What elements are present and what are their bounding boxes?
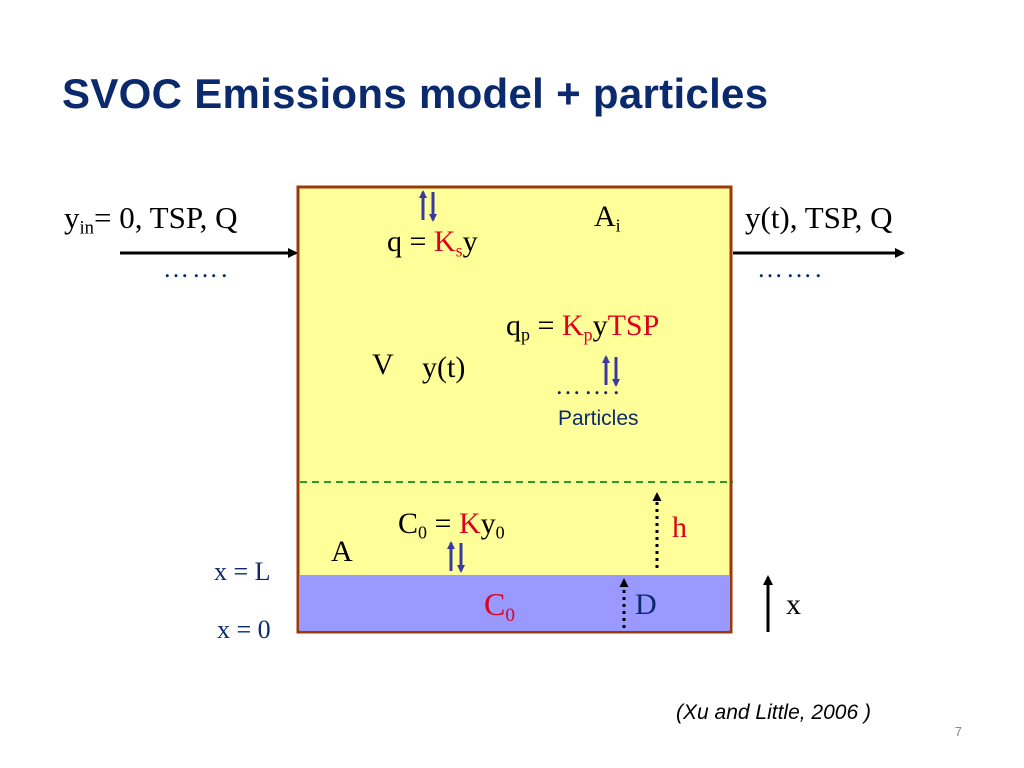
gas-concentration-label: y(t) [422,351,466,384]
emission-area-label: A [331,535,353,568]
citation: (Xu and Little, 2006 ) [676,701,871,724]
diffusion-coefficient-label: D [635,588,657,621]
interior-surface-area-label: $A_i$ [594,200,621,236]
inlet-dots: ……. [163,254,231,283]
x-equals-0-label: x = 0 [217,615,271,644]
chamber-box [298,187,731,632]
particle-partition-equation: $q_p$ = $K_pyTSP$ [506,309,660,345]
page-title: SVOC Emissions model + particles [62,70,769,117]
surface-sorption-equation: $q = K_sy$ [387,225,478,261]
initial-concentration-label: $C_0$ [484,586,515,626]
outlet-dots: ……. [757,254,825,283]
volume-label: V [372,348,394,381]
h-label: h [672,511,687,544]
page-number: 7 [954,724,962,739]
inlet-label: $y_{in}= 0$, TSP, Q [64,200,238,239]
outlet-label: y(t), TSP, Q [745,200,893,235]
x-equals-l-label: x = L [214,557,271,586]
particle-dots: ……. [555,371,623,400]
particles-label: Particles [558,407,639,430]
x-axis-label: x [786,588,801,621]
interface-equilibrium-equation: $C_0 = Ky_0$ [398,507,505,543]
